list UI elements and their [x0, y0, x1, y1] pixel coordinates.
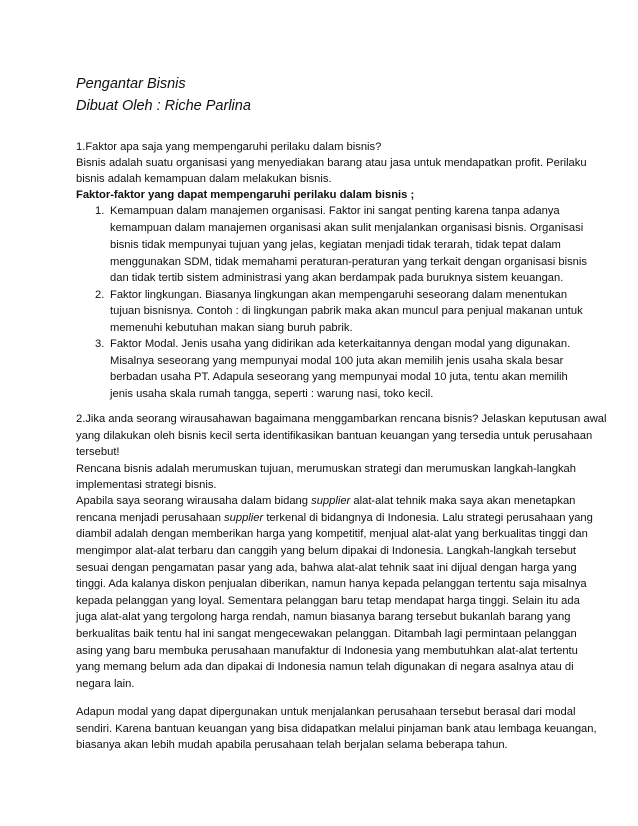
answer-1-line: bisnis adalah kemampuan dalam melakukan bisnis.	[76, 173, 332, 185]
list-item-line: kemampuan dalam manajemen organisasi akan sulit menjalankan organisasi bisnis. Organisasi	[110, 222, 584, 234]
question-2-line: yang dilakukan oleh bisnis kecil serta identifikasikan bantuan keuangan yang tersedia untuk perusahaan	[76, 430, 593, 442]
answer-1-line: Bisnis adalah suatu organisasi yang menyediakan barang atau jasa untuk mendapatkan profit. Perilaku	[76, 157, 587, 169]
list-item-line: berbadan usaha PT. Adapula seseorang yang mempunyai modal 10 juta, tentu akan memilih	[110, 371, 568, 383]
paragraph-line: negara lain.	[76, 678, 135, 690]
paragraph-line: sesuai dengan pengamatan pasar yang ada, bahwa alat-alat tehnik saat ini dijual dengan harga yang	[76, 562, 577, 574]
list-item-line: Faktor lingkungan. Biasanya lingkungan akan mempengaruhi seseorang dalam menentukan	[110, 289, 568, 301]
definition-line: implementasi strategi bisnis.	[76, 479, 217, 491]
list-item-line: memenuhi kebutuhan makan siang buruh pabrik.	[110, 322, 353, 334]
list-number: 1.	[95, 205, 105, 217]
paragraph-line: Adapun modal yang dapat dipergunakan untuk menjalankan perusahaan tersebut berasal dari modal	[76, 706, 576, 718]
paragraph-line: rencana menjadi perusahaan supplier terkenal di bidangnya di Indonesia. Lalu strategi perusahaan yang	[76, 512, 593, 524]
list-item-line: Faktor Modal. Jenis usaha yang didirikan ada keterkaitannya dengan modal yang digunakan.	[110, 338, 571, 350]
paragraph-line: asing yang baru membuka perusahaan manufaktur di Indonesia yang membutuhkan alat-alat tertentu	[76, 645, 578, 657]
paragraph-line: mengimpor alat-alat terbaru dan canggih yang belum dipakai di Indonesia. Langkah-langkah tersebut	[76, 545, 577, 557]
paragraph-line: biasanya akan lebih mudah apabila perusahaan telah berjalan selama beberapa tahun.	[76, 739, 508, 751]
question-2-line: tersebut!	[76, 446, 120, 458]
list-number: 3.	[95, 338, 105, 350]
list-item-line: dan tidak tertib sistem administrasi yang akan berdampak pada buruknya sistem keuangan.	[110, 272, 564, 284]
paragraph-line: yang memang belum ada dan dipakai di Indonesia namun telah digunakan di negara asalnya atau di	[76, 661, 574, 673]
definition-line: Rencana bisnis adalah merumuskan tujuan, merumuskan strategi dan merumuskan langkah-langkah	[76, 463, 576, 475]
paragraph-line: sendiri. Karena bantuan keuangan yang bisa didapatkan melalui pinjaman bank atau lembaga keuangan,	[76, 723, 597, 735]
list-item-line: menggunakan SDM, tidak memahami peraturan-peraturan yang terkait dengan organisasi bisnis	[110, 256, 587, 268]
list-number: 2.	[95, 289, 105, 301]
document-author: Dibuat Oleh : Riche Parlina	[76, 98, 251, 114]
question-1: 1.Faktor apa saja yang mempengaruhi perilaku dalam bisnis?	[76, 141, 382, 153]
document-title: Pengantar Bisnis	[76, 76, 186, 92]
paragraph-line: Apabila saya seorang wirausaha dalam bidang supplier alat-alat tehnik maka saya akan menetapkan	[76, 495, 576, 507]
supplier-emphasis: supplier	[311, 495, 351, 507]
list-item-line: Kemampuan dalam manajemen organisasi. Faktor ini sangat penting karena tanpa adanya	[110, 205, 560, 217]
paragraph-line: diambil adalah dengan memberikan harga yang kompetitif, menjual alat-alat yang berkualitas tinggi dan	[76, 528, 588, 540]
paragraph-line: tinggi. Ada kalanya diskon penjualan diberikan, namun hanya kepada pelanggan tertentu saja misalnya	[76, 578, 587, 590]
factors-subheading: Faktor-faktor yang dapat mempengaruhi perilaku dalam bisnis ;	[76, 189, 415, 201]
list-item-line: jenis usaha skala rumah tangga, seperti : warung nasi, toko kecil.	[110, 388, 434, 400]
paragraph-line: juga alat-alat yang tergolong harga rendah, namun biasanya barang tersebut bukanlah barang yang	[76, 611, 571, 623]
list-item-line: Misalnya seseorang yang mempunyai modal 100 juta akan memilih jenis usaha skala besar	[110, 355, 564, 367]
question-2-line: 2.Jika anda seorang wirausahawan bagaimana menggambarkan rencana bisnis? Jelaskan keputusan awal	[76, 413, 607, 425]
paragraph-line: kepada pelanggan yang loyal. Sementara pelanggan baru tetap mendapat harga tinggi. Selain itu ada	[76, 595, 580, 607]
paragraph-line: berkualitas baik tentu hal ini sangat mengecewakan pelanggan. Ditambah lagi permintaan pelanggan	[76, 628, 577, 640]
list-item-line: bisnis tidak mempunyai tujuan yang jelas, kegiatan menjadi tidak terarah, tidak tepat dalam	[110, 239, 561, 251]
list-item-line: tujuan bisnisnya. Contoh : di lingkungan pabrik maka akan muncul para penjual makanan untuk	[110, 305, 583, 317]
supplier-emphasis: supplier	[224, 512, 264, 524]
